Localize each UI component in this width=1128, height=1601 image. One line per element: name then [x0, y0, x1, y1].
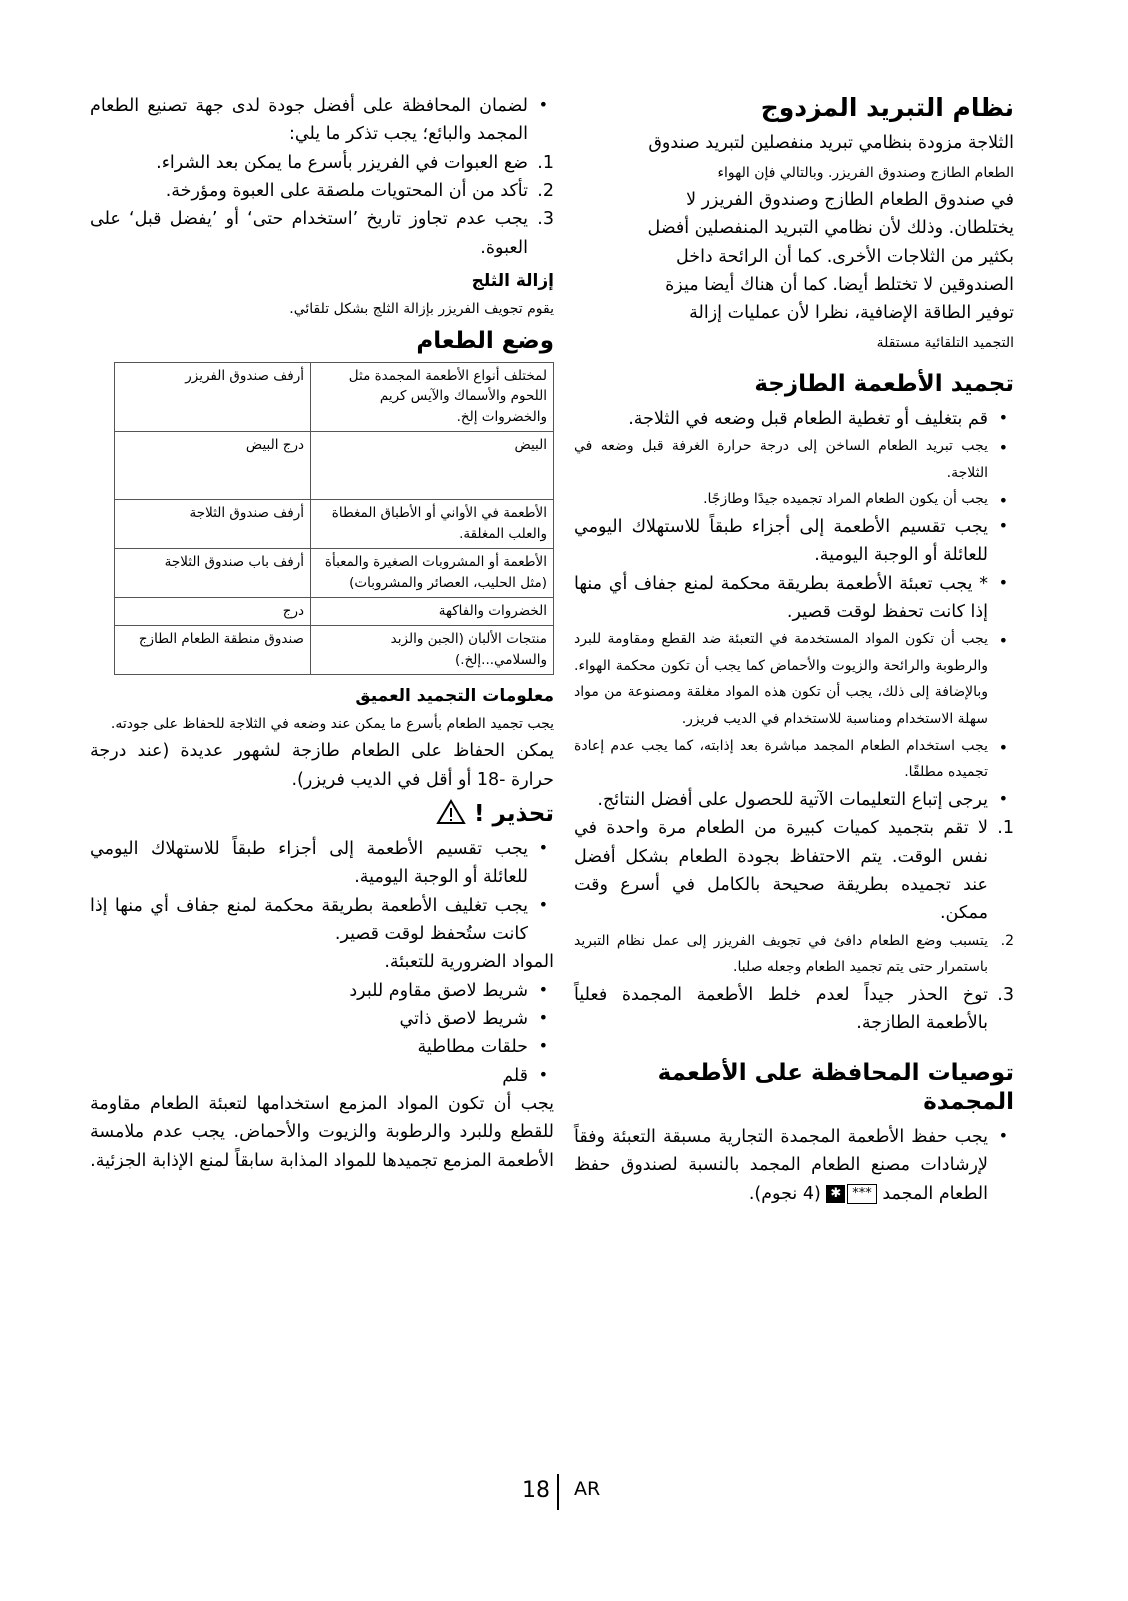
frozen-rec-text: يجب حفظ الأطعمة المجمدة التجارية مسبقة التعبئة وفقاً لإرشادات مصنع الطعام المجمد بالنسبة لصندوق حفظ الطعام المجمد	[574, 1126, 988, 1204]
table-cell-food: الأطعمة أو المشروبات الصغيرة والمعبأة (مثل الحليب، العصائر والمشروبات)	[311, 549, 554, 598]
section-title-frozen-recommendations: توصيات المحافظة على الأطعمة المجمدة	[657, 1060, 1014, 1116]
list-item: • شريط لاصق مقاوم للبرد	[90, 977, 554, 1005]
defrost-text: يقوم تجويف الفريزر بإزالة الثلج بشكل تلقائي.	[289, 301, 554, 318]
deep-freeze-text-2: يمكن الحفاظ على الطعام طازجة لشهور عديدة (عند درجة حرارة -18 أو أقل في الديب فريزر).	[90, 741, 554, 790]
deep-freeze-text-1: يجب تجميد الطعام بأسرع ما يمكن عند وضعه في الثلاجة للحفاظ على جودته.	[110, 715, 554, 732]
dual-cooling-text	[574, 129, 1014, 356]
food-placement-table	[114, 362, 554, 675]
section-title-placing-food: وضع الطعام	[416, 327, 554, 354]
table-cell-shelf: صندوق منطقة الطعام الطازج	[115, 625, 311, 674]
table-row	[115, 432, 554, 500]
table-cell-shelf: أرفف باب صندوق الثلاجة	[115, 549, 311, 598]
list-item: • يجب أن يكون الطعام المراد تجميده جيدًا وطازجًا.	[574, 486, 1014, 513]
page-number: 18	[522, 1478, 550, 1503]
section-title-deep-freeze: معلومات التجميد العميق	[355, 685, 554, 706]
intro-line: التجميد التلقائية مستقلة	[876, 334, 1014, 351]
intro-line: الثلاجة مزودة بنظامي تبريد منفصلين لتبريد صندوق	[648, 133, 1014, 154]
list-item	[90, 205, 554, 262]
list-item: • يجب تقسيم الأطعمة إلى أجزاء طبقاً للاستهلاك اليومي للعائلة أو الوجبة اليومية.	[90, 835, 554, 892]
table-row	[115, 549, 554, 598]
snowflake-icon: ✱	[826, 1185, 845, 1203]
list-text: يجب عدم تجاوز تاريخ ’استخدام حتى‘ أو ’يفضل قبل‘ على العبوة.	[90, 209, 528, 258]
frozen-rec-list	[574, 1123, 1014, 1208]
intro-line: يختلطان. وذلك لأن نظامي التبريد المنفصلين أفضل	[647, 218, 1014, 239]
list-number: 1.	[537, 152, 554, 173]
page-footer	[0, 1478, 1128, 1518]
list-item: • * يجب تعبئة الأطعمة بطريقة محكمة لمنع جفاف أي منها إذا كانت تحفظ لوقت قصير.	[574, 570, 1014, 627]
section-title-dual-cooling: نظام التبريد المزدوج	[760, 93, 1014, 122]
table-cell-food: البيض	[311, 432, 554, 500]
table-cell-food: الأطعمة في الأواني أو الأطباق المغطاة والعلب المغلقة.	[311, 500, 554, 549]
list-item	[574, 981, 1014, 1038]
warning-title: تحذير !	[474, 801, 554, 828]
section-title-freezing-fresh: تجميد الأطعمة الطازجة	[754, 371, 1014, 397]
list-item: • يجب استخدام الطعام المجمد مباشرة بعد إذابته، كما يجب عدم إعادة تجميده مطلقًا.	[574, 733, 1014, 786]
list-item: • قم بتغليف أو تغطية الطعام قبل وضعه في الثلاجة.	[574, 405, 1014, 433]
language-code: AR	[574, 1478, 601, 1500]
list-number: 3.	[537, 209, 554, 230]
table-cell-shelf: أرفف صندوق الثلاجة	[115, 500, 311, 549]
list-text: لا تقم بتجميد كميات كبيرة من الطعام مرة واحدة في نفس الوقت. يتم الاحتفاظ بجودة الطعام بشكل أفضل عند تجميده بطريقة صحيحة بالكامل في أسرع وقت ممكن.	[574, 818, 988, 924]
table-row	[115, 362, 554, 432]
list-number: 2.	[1000, 932, 1014, 949]
frozen-rec-end: (4 نجوم).	[748, 1183, 821, 1204]
intro-line: الصندوقين لا تختلط أيضا. كما أن هناك أيضا ميزة	[665, 274, 1014, 295]
best-results-list	[574, 814, 1014, 1037]
right-column	[574, 92, 1014, 1208]
list-number: 2.	[537, 181, 554, 202]
list-item	[90, 177, 554, 205]
intro-line: توفير الطاقة الإضافية، نظرا لأن عمليات إزالة	[689, 303, 1014, 324]
list-item: • يرجى إتباع التعليمات الآتية للحصول على أفضل النتائج.	[574, 786, 1014, 814]
intro-line: بكثير من الثلاجات الأخرى. كما أن الرائحة داخل	[676, 246, 1014, 267]
list-item	[90, 149, 554, 177]
quality-steps	[90, 149, 554, 262]
list-item: • لضمان المحافظة على أفضل جودة لدى جهة تصنيع الطعام المجمد والبائع؛ يجب تذكر ما يلي:	[90, 92, 554, 149]
table-row	[115, 597, 554, 625]
list-text: يتسبب وضع الطعام دافئ في تجويف الفريزر إلى عمل نظام التبريد باستمرار حتى يتم تجميد الطعام وجعله صلبا.	[574, 932, 988, 976]
list-item	[574, 1123, 1014, 1208]
table-cell-food: لمختلف أنواع الأطعمة المجمدة مثل اللحوم والأسماك والآيس كريم والخضروات إلخ.	[311, 362, 554, 432]
warning-list	[90, 835, 554, 948]
footer-divider	[557, 1474, 559, 1510]
section-title-defrost: إزالة الثلج	[471, 271, 554, 292]
table-row	[115, 500, 554, 549]
table-cell-shelf: درج البيض	[115, 432, 311, 500]
intro-line: في صندوق الطعام الطازج وصندوق الفريزر لا	[686, 189, 1014, 210]
list-item: • حلقات مطاطية	[90, 1033, 554, 1061]
list-number: 1.	[997, 818, 1014, 839]
list-item: • يجب أن تكون المواد المستخدمة في التعبئة ضد القطع ومقاومة للبرد والرطوبة والرائحة والزيوت والأحماض كما يجب أن تكون محكمة الهواء. وبالإضافة إلى ذلك، يجب أن تكون هذه المواد مغلقة ومصنوعة من مواد سهلة الاستخدام ومناسبة للاستخدام في الديب فريزر.	[574, 626, 1014, 732]
table-cell-food: الخضروات والفاكهة	[311, 597, 554, 625]
materials-intro: المواد الضرورية للتعبئة.	[384, 952, 554, 973]
freezing-list	[574, 405, 1014, 786]
list-item: • يجب تغليف الأطعمة بطريقة محكمة لمنع جفاف أي منها إذا كانت ستُحفظ لوقت قصير.	[90, 892, 554, 949]
materials-list	[90, 977, 554, 1090]
list-item: • يجب تبريد الطعام الساخن إلى درجة حرارة الغرفة قبل وضعه في الثلاجة.	[574, 433, 1014, 486]
list-text: ضع العبوات في الفريزر بأسرع ما يمكن بعد الشراء.	[156, 152, 528, 173]
star-icon: ***	[847, 1184, 877, 1204]
list-item: • شريط لاصق ذاتي	[90, 1005, 554, 1033]
list-item: • يجب تقسيم الأطعمة إلى أجزاء طبقاً للاستهلاك اليومي للعائلة أو الوجبة اليومية.	[574, 513, 1014, 570]
warning-header	[90, 794, 554, 835]
list-item	[574, 814, 1014, 927]
list-text: توخ الحذر جيداً لعدم خلط الأطعمة المجمدة فعلياً بالأطعمة الطازجة.	[574, 984, 988, 1034]
table-cell-shelf: أرفف صندوق الفريزر	[115, 362, 311, 432]
table-cell-shelf: درج	[115, 597, 311, 625]
list-item: • قلم	[90, 1062, 554, 1090]
star-rating-badge	[826, 1184, 876, 1204]
list-item	[574, 928, 1014, 981]
warning-triangle-icon	[436, 799, 466, 829]
list-number: 3.	[997, 984, 1014, 1005]
best-results-intro-list	[574, 786, 1014, 814]
table-cell-food: منتجات الألبان (الجبن والزبد والسلامي...إلخ.)	[311, 625, 554, 674]
quality-list	[90, 92, 554, 149]
table-row	[115, 625, 554, 674]
intro-line: الطعام الطازج وصندوق الفريزر. وبالتالي فإن الهواء	[717, 164, 1014, 181]
list-text: تأكد من أن المحتويات ملصقة على العبوة ومؤرخة.	[165, 181, 528, 202]
closing-text: يجب أن تكون المواد المزمع استخدامها لتعبئة الطعام مقاومة للقطع وللبرد والرطوبة والزيوت والأحماض. يجب عدم ملامسة الأطعمة المزمع تجميدها للمواد المذابة سابقاً لمنع الإذابة الجزئية.	[90, 1093, 554, 1171]
left-column	[90, 92, 554, 1175]
